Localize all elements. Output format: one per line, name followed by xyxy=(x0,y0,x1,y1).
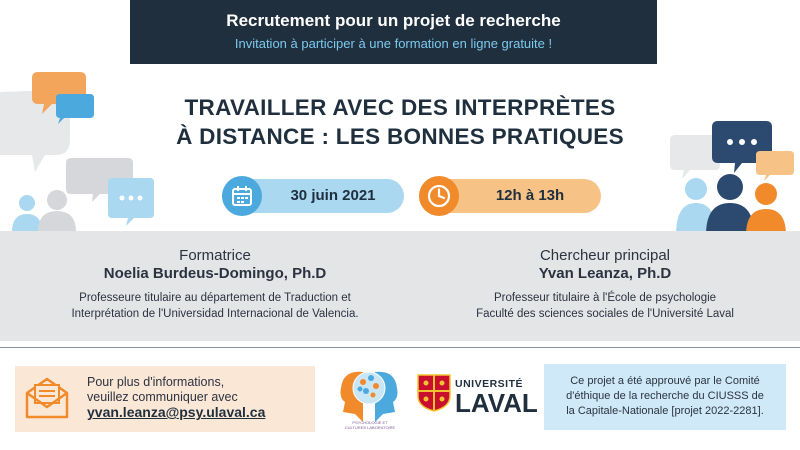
calendar-icon xyxy=(222,176,262,216)
time-pill xyxy=(419,179,601,213)
speech-bubble-dots xyxy=(108,178,154,226)
left-illustration xyxy=(0,72,160,242)
contact-box xyxy=(15,366,315,432)
laval-crest-icon xyxy=(417,374,451,412)
trainer-block xyxy=(20,247,410,322)
banner-title: Recrutement pour un projet de recherche xyxy=(226,11,561,30)
trainer-description: Professeure titulaire au département de Traduction et Interprétation de l'Universidad Internacional de Valencia. xyxy=(71,292,359,320)
contact-email-link[interactable]: yvan.leanza@psy.ulaval.ca xyxy=(87,404,266,420)
banner-subtitle: Invitation à participer à une formation en ligne gratuite ! xyxy=(234,36,553,51)
speech-bubble-peach xyxy=(756,151,794,181)
date-pill xyxy=(222,179,404,213)
ethics-approval-box: Ce projet a été approuvé par le Comité d'éthique de la recherche du CIUSSS de la Capitale-Nationale [projet 2022-2281]. xyxy=(544,364,786,430)
title-line-1: TRAVAILLER AVEC DES INTERPRÈTES xyxy=(184,95,616,120)
laval-logo-text xyxy=(455,378,538,416)
researcher-block xyxy=(415,247,795,322)
lab-logo-caption: PSYCHOLOGIE ET CULTURES LABORATOIRE xyxy=(344,420,396,430)
person-icon-gray xyxy=(47,190,67,210)
trainer-name: Noelia Burdeus-Domingo, Ph.D xyxy=(103,265,327,282)
clock-icon xyxy=(419,176,459,216)
person-icon-blue xyxy=(19,195,35,211)
researcher-role: Chercheur principal xyxy=(539,247,671,264)
person-icon-navy xyxy=(717,174,743,200)
title-line-2: À DISTANCE : LES BONNES PRATIQUES xyxy=(176,124,624,149)
person-icon-light-blue xyxy=(685,178,707,200)
lab-logo xyxy=(333,364,405,428)
time-text: 12h à 13h xyxy=(495,187,565,204)
divider xyxy=(0,347,800,348)
right-illustration xyxy=(660,115,800,240)
date-text: 30 juin 2021 xyxy=(290,187,376,204)
page-title xyxy=(140,93,660,151)
envelope-icon xyxy=(23,375,71,421)
laval-logo-bottom: LAVAL xyxy=(455,388,538,418)
speech-bubble-blue xyxy=(56,94,94,124)
person-icon-orange xyxy=(755,183,777,205)
recruitment-banner xyxy=(130,0,657,64)
trainer-role: Formatrice xyxy=(179,247,251,264)
researcher-description: Professeur titulaire à l'École de psychologie Faculté des sciences sociales de l'Université Laval xyxy=(476,292,734,320)
laval-logo-top: UNIVERSITÉ xyxy=(455,378,524,390)
researcher-name: Yvan Leanza, Ph.D xyxy=(538,265,672,282)
contact-text: Pour plus d'informations, veuillez communiquer avec yvan.leanza@psy.ulaval.ca xyxy=(87,375,266,420)
